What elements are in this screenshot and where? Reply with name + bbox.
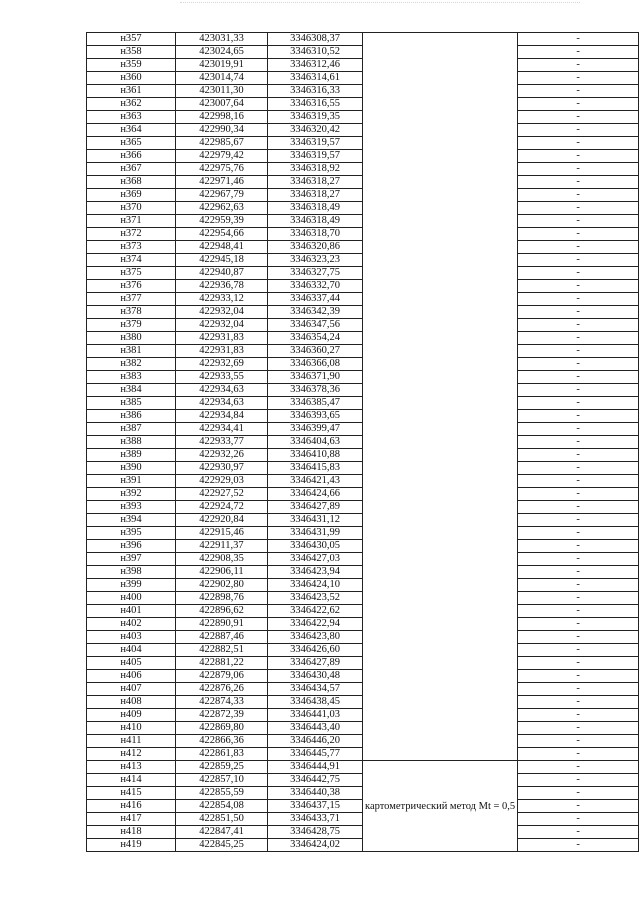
accuracy-cell: - xyxy=(518,254,639,267)
accuracy-cell: - xyxy=(518,618,639,631)
accuracy-cell: - xyxy=(518,787,639,800)
point-name-cell: н400 xyxy=(87,592,176,605)
point-name-cell: н391 xyxy=(87,475,176,488)
point-name-cell: н379 xyxy=(87,319,176,332)
y-coordinate-cell: 3346427,89 xyxy=(268,657,363,670)
point-name-cell: н360 xyxy=(87,72,176,85)
y-coordinate-cell: 3346441,03 xyxy=(268,709,363,722)
x-coordinate-cell: 422920,84 xyxy=(176,514,268,527)
point-name-cell: н367 xyxy=(87,163,176,176)
point-name-cell: н395 xyxy=(87,527,176,540)
x-coordinate-cell: 422940,87 xyxy=(176,267,268,280)
point-name-cell: н366 xyxy=(87,150,176,163)
y-coordinate-cell: 3346385,47 xyxy=(268,397,363,410)
accuracy-cell: - xyxy=(518,319,639,332)
y-coordinate-cell: 3346347,56 xyxy=(268,319,363,332)
y-coordinate-cell: 3346443,40 xyxy=(268,722,363,735)
point-name-cell: н364 xyxy=(87,124,176,137)
y-coordinate-cell: 3346319,35 xyxy=(268,111,363,124)
point-name-cell: н404 xyxy=(87,644,176,657)
y-coordinate-cell: 3346427,89 xyxy=(268,501,363,514)
accuracy-cell: - xyxy=(518,345,639,358)
x-coordinate-cell: 422954,66 xyxy=(176,228,268,241)
y-coordinate-cell: 3346327,75 xyxy=(268,267,363,280)
point-name-cell: н413 xyxy=(87,761,176,774)
y-coordinate-cell: 3346430,05 xyxy=(268,540,363,553)
accuracy-cell: - xyxy=(518,696,639,709)
x-coordinate-cell: 422872,39 xyxy=(176,709,268,722)
accuracy-cell: - xyxy=(518,436,639,449)
y-coordinate-cell: 3346423,52 xyxy=(268,592,363,605)
table-row xyxy=(87,761,639,774)
point-name-cell: н405 xyxy=(87,657,176,670)
y-coordinate-cell: 3346431,99 xyxy=(268,527,363,540)
point-name-cell: н376 xyxy=(87,280,176,293)
y-coordinate-cell: 3346427,03 xyxy=(268,553,363,566)
x-coordinate-cell: 422931,83 xyxy=(176,345,268,358)
y-coordinate-cell: 3346445,77 xyxy=(268,748,363,761)
accuracy-cell: - xyxy=(518,553,639,566)
accuracy-cell: - xyxy=(518,605,639,618)
point-name-cell: н383 xyxy=(87,371,176,384)
point-name-cell: н370 xyxy=(87,202,176,215)
x-coordinate-cell: 422890,91 xyxy=(176,618,268,631)
x-coordinate-cell: 422979,42 xyxy=(176,150,268,163)
point-name-cell: н363 xyxy=(87,111,176,124)
point-name-cell: н365 xyxy=(87,137,176,150)
y-coordinate-cell: 3346312,46 xyxy=(268,59,363,72)
y-coordinate-cell: 3346342,39 xyxy=(268,306,363,319)
coordinates-table-body xyxy=(87,33,639,852)
accuracy-cell: - xyxy=(518,566,639,579)
y-coordinate-cell: 3346433,71 xyxy=(268,813,363,826)
accuracy-cell: - xyxy=(518,410,639,423)
y-coordinate-cell: 3346424,66 xyxy=(268,488,363,501)
x-coordinate-cell: 422998,16 xyxy=(176,111,268,124)
x-coordinate-cell: 422967,79 xyxy=(176,189,268,202)
accuracy-cell: - xyxy=(518,683,639,696)
y-coordinate-cell: 3346354,24 xyxy=(268,332,363,345)
point-name-cell: н389 xyxy=(87,449,176,462)
x-coordinate-cell: 422934,84 xyxy=(176,410,268,423)
point-name-cell: н415 xyxy=(87,787,176,800)
x-coordinate-cell: 422879,06 xyxy=(176,670,268,683)
y-coordinate-cell: 3346319,57 xyxy=(268,137,363,150)
x-coordinate-cell: 423011,30 xyxy=(176,85,268,98)
y-coordinate-cell: 3346308,37 xyxy=(268,33,363,46)
accuracy-cell: - xyxy=(518,111,639,124)
x-coordinate-cell: 422975,76 xyxy=(176,163,268,176)
y-coordinate-cell: 3346426,60 xyxy=(268,644,363,657)
point-name-cell: н386 xyxy=(87,410,176,423)
y-coordinate-cell: 3346323,23 xyxy=(268,254,363,267)
accuracy-cell: - xyxy=(518,501,639,514)
accuracy-cell: - xyxy=(518,397,639,410)
x-coordinate-cell: 422906,11 xyxy=(176,566,268,579)
x-coordinate-cell: 423031,33 xyxy=(176,33,268,46)
y-coordinate-cell: 3346320,42 xyxy=(268,124,363,137)
y-coordinate-cell: 3346434,57 xyxy=(268,683,363,696)
x-coordinate-cell: 422874,33 xyxy=(176,696,268,709)
x-coordinate-cell: 422876,26 xyxy=(176,683,268,696)
accuracy-cell: - xyxy=(518,826,639,839)
y-coordinate-cell: 3346428,75 xyxy=(268,826,363,839)
accuracy-cell: - xyxy=(518,33,639,46)
point-name-cell: н380 xyxy=(87,332,176,345)
point-name-cell: н394 xyxy=(87,514,176,527)
y-coordinate-cell: 3346421,43 xyxy=(268,475,363,488)
y-coordinate-cell: 3346318,49 xyxy=(268,215,363,228)
point-name-cell: н409 xyxy=(87,709,176,722)
accuracy-cell: - xyxy=(518,176,639,189)
accuracy-cell: - xyxy=(518,85,639,98)
x-coordinate-cell: 422931,83 xyxy=(176,332,268,345)
point-name-cell: н407 xyxy=(87,683,176,696)
accuracy-cell: - xyxy=(518,592,639,605)
point-name-cell: н414 xyxy=(87,774,176,787)
accuracy-cell: - xyxy=(518,332,639,345)
accuracy-cell: - xyxy=(518,228,639,241)
x-coordinate-cell: 422902,80 xyxy=(176,579,268,592)
accuracy-cell: - xyxy=(518,163,639,176)
accuracy-cell: - xyxy=(518,475,639,488)
y-coordinate-cell: 3346422,62 xyxy=(268,605,363,618)
accuracy-cell: - xyxy=(518,813,639,826)
point-name-cell: н381 xyxy=(87,345,176,358)
x-coordinate-cell: 422962,63 xyxy=(176,202,268,215)
x-coordinate-cell: 422945,18 xyxy=(176,254,268,267)
y-coordinate-cell: 3346442,75 xyxy=(268,774,363,787)
x-coordinate-cell: 422861,83 xyxy=(176,748,268,761)
accuracy-cell: - xyxy=(518,72,639,85)
y-coordinate-cell: 3346366,08 xyxy=(268,358,363,371)
x-coordinate-cell: 422887,46 xyxy=(176,631,268,644)
y-coordinate-cell: 3346318,92 xyxy=(268,163,363,176)
x-coordinate-cell: 422869,80 xyxy=(176,722,268,735)
accuracy-cell: - xyxy=(518,488,639,501)
y-coordinate-cell: 3346446,20 xyxy=(268,735,363,748)
y-coordinate-cell: 3346378,36 xyxy=(268,384,363,397)
accuracy-cell: - xyxy=(518,189,639,202)
accuracy-cell: - xyxy=(518,800,639,813)
y-coordinate-cell: 3346360,27 xyxy=(268,345,363,358)
point-name-cell: н372 xyxy=(87,228,176,241)
point-name-cell: н369 xyxy=(87,189,176,202)
y-coordinate-cell: 3346337,44 xyxy=(268,293,363,306)
point-name-cell: н362 xyxy=(87,98,176,111)
y-coordinate-cell: 3346316,55 xyxy=(268,98,363,111)
point-name-cell: н384 xyxy=(87,384,176,397)
accuracy-cell: - xyxy=(518,59,639,72)
y-coordinate-cell: 3346423,80 xyxy=(268,631,363,644)
y-coordinate-cell: 3346444,91 xyxy=(268,761,363,774)
point-name-cell: н396 xyxy=(87,540,176,553)
point-name-cell: н388 xyxy=(87,436,176,449)
point-name-cell: н401 xyxy=(87,605,176,618)
x-coordinate-cell: 422851,50 xyxy=(176,813,268,826)
y-coordinate-cell: 3346320,86 xyxy=(268,241,363,254)
y-coordinate-cell: 3346430,48 xyxy=(268,670,363,683)
x-coordinate-cell: 422924,72 xyxy=(176,501,268,514)
accuracy-cell: - xyxy=(518,293,639,306)
accuracy-cell: - xyxy=(518,137,639,150)
y-coordinate-cell: 3346371,90 xyxy=(268,371,363,384)
accuracy-cell: - xyxy=(518,371,639,384)
accuracy-cell: - xyxy=(518,98,639,111)
y-coordinate-cell: 3346424,10 xyxy=(268,579,363,592)
accuracy-cell: - xyxy=(518,124,639,137)
y-coordinate-cell: 3346424,02 xyxy=(268,839,363,852)
accuracy-cell: - xyxy=(518,709,639,722)
scan-artifact-line xyxy=(180,2,580,7)
accuracy-cell: - xyxy=(518,202,639,215)
x-coordinate-cell: 422985,67 xyxy=(176,137,268,150)
accuracy-cell: - xyxy=(518,423,639,436)
x-coordinate-cell: 422932,04 xyxy=(176,319,268,332)
point-name-cell: н357 xyxy=(87,33,176,46)
x-coordinate-cell: 422948,41 xyxy=(176,241,268,254)
point-name-cell: н399 xyxy=(87,579,176,592)
point-name-cell: н393 xyxy=(87,501,176,514)
x-coordinate-cell: 422932,69 xyxy=(176,358,268,371)
x-coordinate-cell: 422933,77 xyxy=(176,436,268,449)
x-coordinate-cell: 422855,59 xyxy=(176,787,268,800)
point-name-cell: н412 xyxy=(87,748,176,761)
x-coordinate-cell: 422971,46 xyxy=(176,176,268,189)
method-cell-empty xyxy=(363,33,518,761)
point-name-cell: н358 xyxy=(87,46,176,59)
point-name-cell: н411 xyxy=(87,735,176,748)
point-name-cell: н368 xyxy=(87,176,176,189)
x-coordinate-cell: 422932,04 xyxy=(176,306,268,319)
point-name-cell: н387 xyxy=(87,423,176,436)
x-coordinate-cell: 422882,51 xyxy=(176,644,268,657)
point-name-cell: н390 xyxy=(87,462,176,475)
y-coordinate-cell: 3346316,33 xyxy=(268,85,363,98)
x-coordinate-cell: 422936,78 xyxy=(176,280,268,293)
y-coordinate-cell: 3346318,49 xyxy=(268,202,363,215)
y-coordinate-cell: 3346332,70 xyxy=(268,280,363,293)
point-name-cell: н374 xyxy=(87,254,176,267)
x-coordinate-cell: 422932,26 xyxy=(176,449,268,462)
point-name-cell: н406 xyxy=(87,670,176,683)
point-name-cell: н371 xyxy=(87,215,176,228)
accuracy-cell: - xyxy=(518,748,639,761)
x-coordinate-cell: 422857,10 xyxy=(176,774,268,787)
y-coordinate-cell: 3346399,47 xyxy=(268,423,363,436)
accuracy-cell: - xyxy=(518,215,639,228)
point-name-cell: н392 xyxy=(87,488,176,501)
y-coordinate-cell: 3346440,38 xyxy=(268,787,363,800)
x-coordinate-cell: 422927,52 xyxy=(176,488,268,501)
x-coordinate-cell: 422933,12 xyxy=(176,293,268,306)
coordinates-table xyxy=(86,32,639,852)
accuracy-cell: - xyxy=(518,462,639,475)
accuracy-cell: - xyxy=(518,644,639,657)
accuracy-cell: - xyxy=(518,514,639,527)
x-coordinate-cell: 422847,41 xyxy=(176,826,268,839)
accuracy-cell: - xyxy=(518,540,639,553)
accuracy-cell: - xyxy=(518,631,639,644)
point-name-cell: н359 xyxy=(87,59,176,72)
accuracy-cell: - xyxy=(518,449,639,462)
y-coordinate-cell: 3346415,83 xyxy=(268,462,363,475)
accuracy-cell: - xyxy=(518,579,639,592)
x-coordinate-cell: 422898,76 xyxy=(176,592,268,605)
accuracy-cell: - xyxy=(518,241,639,254)
accuracy-cell: - xyxy=(518,150,639,163)
x-coordinate-cell: 422911,37 xyxy=(176,540,268,553)
x-coordinate-cell: 422934,63 xyxy=(176,384,268,397)
point-name-cell: н377 xyxy=(87,293,176,306)
x-coordinate-cell: 422933,55 xyxy=(176,371,268,384)
accuracy-cell: - xyxy=(518,670,639,683)
x-coordinate-cell: 422934,41 xyxy=(176,423,268,436)
accuracy-cell: - xyxy=(518,306,639,319)
x-coordinate-cell: 422859,25 xyxy=(176,761,268,774)
accuracy-cell: - xyxy=(518,46,639,59)
method-cell: картометрический метод Mt = 0,5 xyxy=(363,761,518,852)
x-coordinate-cell: 422915,46 xyxy=(176,527,268,540)
accuracy-cell: - xyxy=(518,839,639,852)
x-coordinate-cell: 422866,36 xyxy=(176,735,268,748)
x-coordinate-cell: 422881,22 xyxy=(176,657,268,670)
point-name-cell: н418 xyxy=(87,826,176,839)
point-name-cell: н382 xyxy=(87,358,176,371)
x-coordinate-cell: 423007,64 xyxy=(176,98,268,111)
x-coordinate-cell: 422854,08 xyxy=(176,800,268,813)
point-name-cell: н416 xyxy=(87,800,176,813)
x-coordinate-cell: 422896,62 xyxy=(176,605,268,618)
accuracy-cell: - xyxy=(518,267,639,280)
x-coordinate-cell: 422990,34 xyxy=(176,124,268,137)
point-name-cell: н398 xyxy=(87,566,176,579)
y-coordinate-cell: 3346438,45 xyxy=(268,696,363,709)
y-coordinate-cell: 3346314,61 xyxy=(268,72,363,85)
point-name-cell: н361 xyxy=(87,85,176,98)
x-coordinate-cell: 422929,03 xyxy=(176,475,268,488)
point-name-cell: н402 xyxy=(87,618,176,631)
accuracy-cell: - xyxy=(518,774,639,787)
point-name-cell: н419 xyxy=(87,839,176,852)
point-name-cell: н385 xyxy=(87,397,176,410)
y-coordinate-cell: 3346422,94 xyxy=(268,618,363,631)
x-coordinate-cell: 423019,91 xyxy=(176,59,268,72)
y-coordinate-cell: 3346318,27 xyxy=(268,176,363,189)
accuracy-cell: - xyxy=(518,384,639,397)
x-coordinate-cell: 423014,74 xyxy=(176,72,268,85)
accuracy-cell: - xyxy=(518,722,639,735)
y-coordinate-cell: 3346318,70 xyxy=(268,228,363,241)
y-coordinate-cell: 3346423,94 xyxy=(268,566,363,579)
accuracy-cell: - xyxy=(518,358,639,371)
point-name-cell: н417 xyxy=(87,813,176,826)
x-coordinate-cell: 422930,97 xyxy=(176,462,268,475)
point-name-cell: н378 xyxy=(87,306,176,319)
point-name-cell: н397 xyxy=(87,553,176,566)
x-coordinate-cell: 423024,65 xyxy=(176,46,268,59)
y-coordinate-cell: 3346318,27 xyxy=(268,189,363,202)
y-coordinate-cell: 3346431,12 xyxy=(268,514,363,527)
accuracy-cell: - xyxy=(518,761,639,774)
y-coordinate-cell: 3346404,63 xyxy=(268,436,363,449)
x-coordinate-cell: 422908,35 xyxy=(176,553,268,566)
accuracy-cell: - xyxy=(518,735,639,748)
point-name-cell: н375 xyxy=(87,267,176,280)
y-coordinate-cell: 3346310,52 xyxy=(268,46,363,59)
y-coordinate-cell: 3346437,15 xyxy=(268,800,363,813)
accuracy-cell: - xyxy=(518,657,639,670)
y-coordinate-cell: 3346393,65 xyxy=(268,410,363,423)
y-coordinate-cell: 3346410,88 xyxy=(268,449,363,462)
point-name-cell: н408 xyxy=(87,696,176,709)
x-coordinate-cell: 422934,63 xyxy=(176,397,268,410)
point-name-cell: н410 xyxy=(87,722,176,735)
x-coordinate-cell: 422845,25 xyxy=(176,839,268,852)
point-name-cell: н373 xyxy=(87,241,176,254)
point-name-cell: н403 xyxy=(87,631,176,644)
x-coordinate-cell: 422959,39 xyxy=(176,215,268,228)
accuracy-cell: - xyxy=(518,527,639,540)
table-row xyxy=(87,33,639,46)
y-coordinate-cell: 3346319,57 xyxy=(268,150,363,163)
accuracy-cell: - xyxy=(518,280,639,293)
